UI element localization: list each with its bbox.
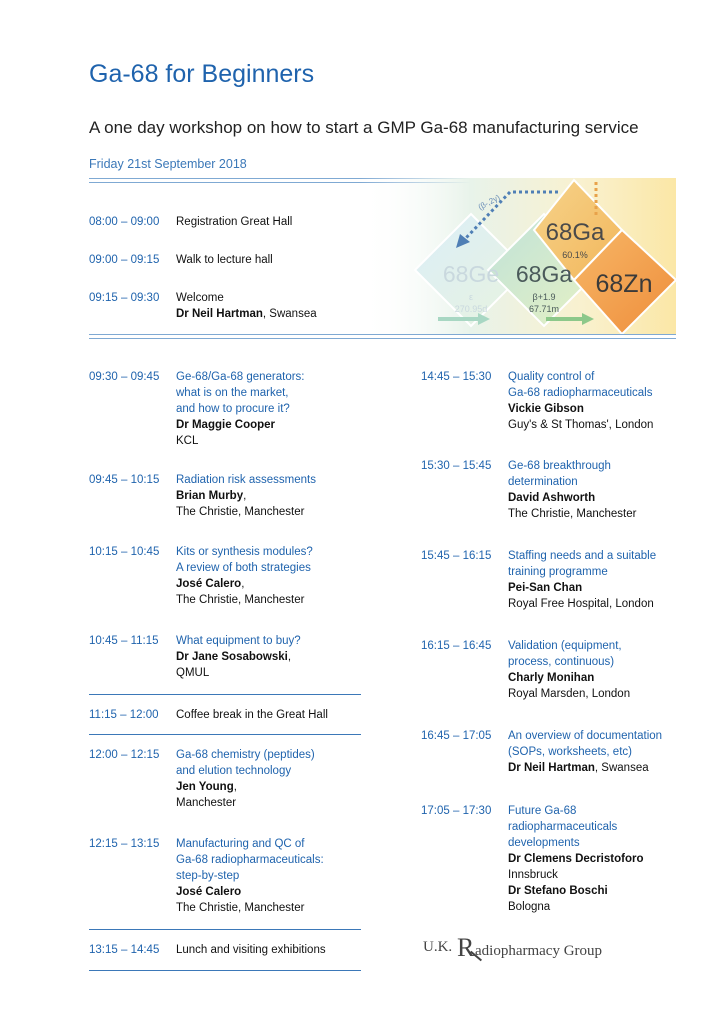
- schedule-details: [176, 369, 305, 449]
- logo-prefix: U.K.: [423, 939, 453, 955]
- talk-title: what is on the market,: [176, 387, 289, 399]
- schedule-time: 16:45 – 17:05: [421, 730, 492, 742]
- speaker-line: [176, 576, 313, 592]
- speaker-name: Brian Murby: [176, 490, 244, 502]
- session-text: Welcome: [176, 292, 224, 304]
- talk-title: Staffing needs and a suitable: [508, 550, 657, 562]
- session-text: Registration Great Hall: [176, 216, 293, 228]
- decay-scheme-svg: [360, 178, 676, 334]
- branch-label: (β-,2γ): [476, 192, 502, 212]
- schedule-details: [508, 548, 656, 612]
- schedule-time: 08:00 – 09:00: [89, 216, 160, 228]
- talk-title: Ga-68 radiopharmaceuticals:: [176, 854, 324, 866]
- speaker-name: Jen Young: [176, 781, 234, 793]
- ge-label: 68Ge: [442, 261, 500, 287]
- schedule-time: 15:30 – 15:45: [421, 460, 492, 472]
- schedule-details: [176, 252, 273, 268]
- schedule-details: [508, 458, 636, 522]
- schedule-time: 09:15 – 09:30: [89, 292, 160, 304]
- talk-title: Ga-68 radiopharmaceuticals: [508, 387, 653, 399]
- page-subtitle: A one day workshop on how to start a GMP Ga-68 manufacturing service: [89, 118, 639, 137]
- speaker-line: [176, 306, 317, 322]
- ge-sub2: 270.95d: [454, 304, 488, 314]
- ga-label: 68Ga: [515, 261, 573, 287]
- institution: The Christie, Manchester: [176, 902, 305, 914]
- institution: The Christie, Manchester: [508, 508, 637, 520]
- speaker-name: José Calero: [176, 578, 242, 590]
- schedule-time: 14:45 – 15:30: [421, 371, 492, 383]
- speaker-line: [176, 417, 305, 433]
- schedule-time: 10:15 – 10:45: [89, 546, 160, 558]
- ga-top-label: 68Ga: [545, 219, 605, 246]
- logo-suffix: adiopharmacy Group: [475, 943, 603, 959]
- speaker-line: [508, 401, 653, 417]
- schedule-details: [176, 942, 326, 958]
- schedule-details: [176, 472, 316, 520]
- talk-title: and elution technology: [176, 765, 292, 777]
- institution: Bologna: [508, 901, 551, 913]
- page-title: Ga-68 for Beginners: [89, 60, 315, 88]
- schedule-details: [176, 747, 315, 811]
- talk-title: training programme: [508, 566, 608, 578]
- schedule-details: [176, 290, 317, 322]
- talk-title: developments: [508, 837, 580, 849]
- speaker-line: [508, 883, 643, 899]
- talk-title: and how to procure it?: [176, 403, 290, 415]
- ga-sub2: 67.71m: [528, 304, 560, 314]
- speaker-line: [508, 851, 643, 867]
- speaker-name: Vickie Gibson: [508, 403, 584, 415]
- ge-sub1: ε: [468, 292, 474, 302]
- schedule-time: 09:00 – 09:15: [89, 254, 160, 266]
- schedule-time: 10:45 – 11:15: [89, 635, 159, 647]
- schedule-time: 13:15 – 14:45: [89, 944, 160, 956]
- talk-title: Quality control of: [508, 371, 595, 383]
- institution: QMUL: [176, 667, 210, 679]
- speaker-line: [508, 670, 630, 686]
- speaker-line: [508, 760, 662, 776]
- coffee-rule-top: [89, 694, 361, 695]
- speaker-name: Dr Maggie Cooper: [176, 419, 276, 431]
- schedule-time: 09:30 – 09:45: [89, 371, 160, 383]
- speaker-line: [508, 580, 656, 596]
- talk-title: Future Ga-68: [508, 805, 577, 817]
- talk-title: Radiation risk assessments: [176, 474, 316, 486]
- institution: Guy's & St Thomas', London: [508, 419, 654, 431]
- speaker-line: [176, 884, 324, 900]
- lunch-rule-top: [89, 929, 361, 930]
- schedule-details: [176, 544, 313, 608]
- speaker-affiliation: , Swansea: [262, 308, 317, 320]
- talk-title: process, continuous): [508, 656, 615, 668]
- speaker-line: [176, 649, 301, 665]
- institution: KCL: [176, 435, 199, 447]
- speaker-affiliation: ,: [287, 651, 292, 663]
- session-text: Walk to lecture hall: [176, 254, 273, 266]
- session-text: Coffee break in the Great Hall: [176, 709, 328, 721]
- schedule-time: 15:45 – 16:15: [421, 550, 492, 562]
- talk-title: Ge-68/Ga-68 generators:: [176, 371, 305, 383]
- speaker-affiliation: ,: [241, 578, 245, 590]
- institution: The Christie, Manchester: [176, 594, 305, 606]
- speaker-name: Charly Monihan: [508, 672, 595, 684]
- talk-title: Manufacturing and QC of: [176, 838, 305, 850]
- talk-title: radiopharmaceuticals: [508, 821, 618, 833]
- schedule-details: [508, 638, 630, 702]
- speaker-name: Pei-San Chan: [508, 582, 583, 594]
- ga-sub1: β+1.9: [532, 292, 556, 302]
- speaker-name: Dr Stefano Boschi: [508, 885, 608, 897]
- event-date: Friday 21st September 2018: [89, 157, 247, 171]
- schedule-details: [508, 728, 662, 776]
- talk-title: Validation (equipment,: [508, 640, 622, 652]
- lunch-rule-bottom: [89, 970, 361, 971]
- schedule-divider: [89, 334, 676, 339]
- talk-title: Kits or synthesis modules?: [176, 546, 313, 558]
- talk-title: What equipment to buy?: [176, 635, 301, 647]
- speaker-line: [176, 488, 316, 504]
- schedule-details: [176, 836, 324, 916]
- schedule-time: 09:45 – 10:15: [89, 474, 160, 486]
- institution: Royal Free Hospital, London: [508, 598, 654, 610]
- ukrg-logo: [423, 935, 623, 971]
- institution: Innsbruck: [508, 869, 558, 881]
- speaker-affiliation: ,: [233, 781, 237, 793]
- speaker-name: Dr Neil Hartman: [508, 762, 595, 774]
- speaker-name: José Calero: [176, 886, 242, 898]
- session-text: Lunch and visiting exhibitions: [176, 944, 326, 956]
- institution: The Christie, Manchester: [176, 506, 305, 518]
- schedule-time: 16:15 – 16:45: [421, 640, 492, 652]
- talk-title: Ge-68 breakthrough: [508, 460, 611, 472]
- schedule-details: [176, 707, 328, 723]
- speaker-name: Dr Jane Sosabowski: [176, 651, 288, 663]
- institution: Manchester: [176, 797, 237, 809]
- speaker-line: [508, 490, 636, 506]
- talk-title: An overview of documentation: [508, 730, 663, 742]
- schedule-details: [508, 369, 653, 433]
- talk-title: A review of both strategies: [176, 562, 311, 574]
- logo-rx: R: [457, 933, 475, 962]
- schedule-details: [176, 214, 292, 230]
- zn-label: 68Zn: [595, 270, 653, 298]
- schedule-time: 12:00 – 12:15: [89, 749, 160, 761]
- decay-scheme-graphic: [360, 178, 676, 334]
- speaker-name: Dr Neil Hartman: [176, 308, 263, 320]
- ga-top-sub: 60.1%: [562, 250, 588, 260]
- schedule-details: [508, 803, 643, 915]
- coffee-rule-bottom: [89, 734, 361, 735]
- schedule-details: [176, 633, 301, 681]
- institution: Royal Marsden, London: [508, 688, 631, 700]
- talk-title: (SOPs, worksheets, etc): [508, 746, 632, 758]
- talk-title: determination: [508, 476, 578, 488]
- schedule-time: 17:05 – 17:30: [421, 805, 492, 817]
- speaker-affiliation: ,: [243, 490, 247, 502]
- speaker-name: David Ashworth: [508, 492, 596, 504]
- speaker-affiliation: , Swansea: [594, 762, 649, 774]
- speaker-name: Dr Clemens Decristoforo: [508, 853, 644, 865]
- talk-title: Ga-68 chemistry (peptides): [176, 749, 315, 761]
- speaker-line: [176, 779, 315, 795]
- schedule-time: 11:15 – 12:00: [89, 709, 159, 721]
- schedule-time: 12:15 – 13:15: [89, 838, 160, 850]
- talk-title: step-by-step: [176, 870, 240, 882]
